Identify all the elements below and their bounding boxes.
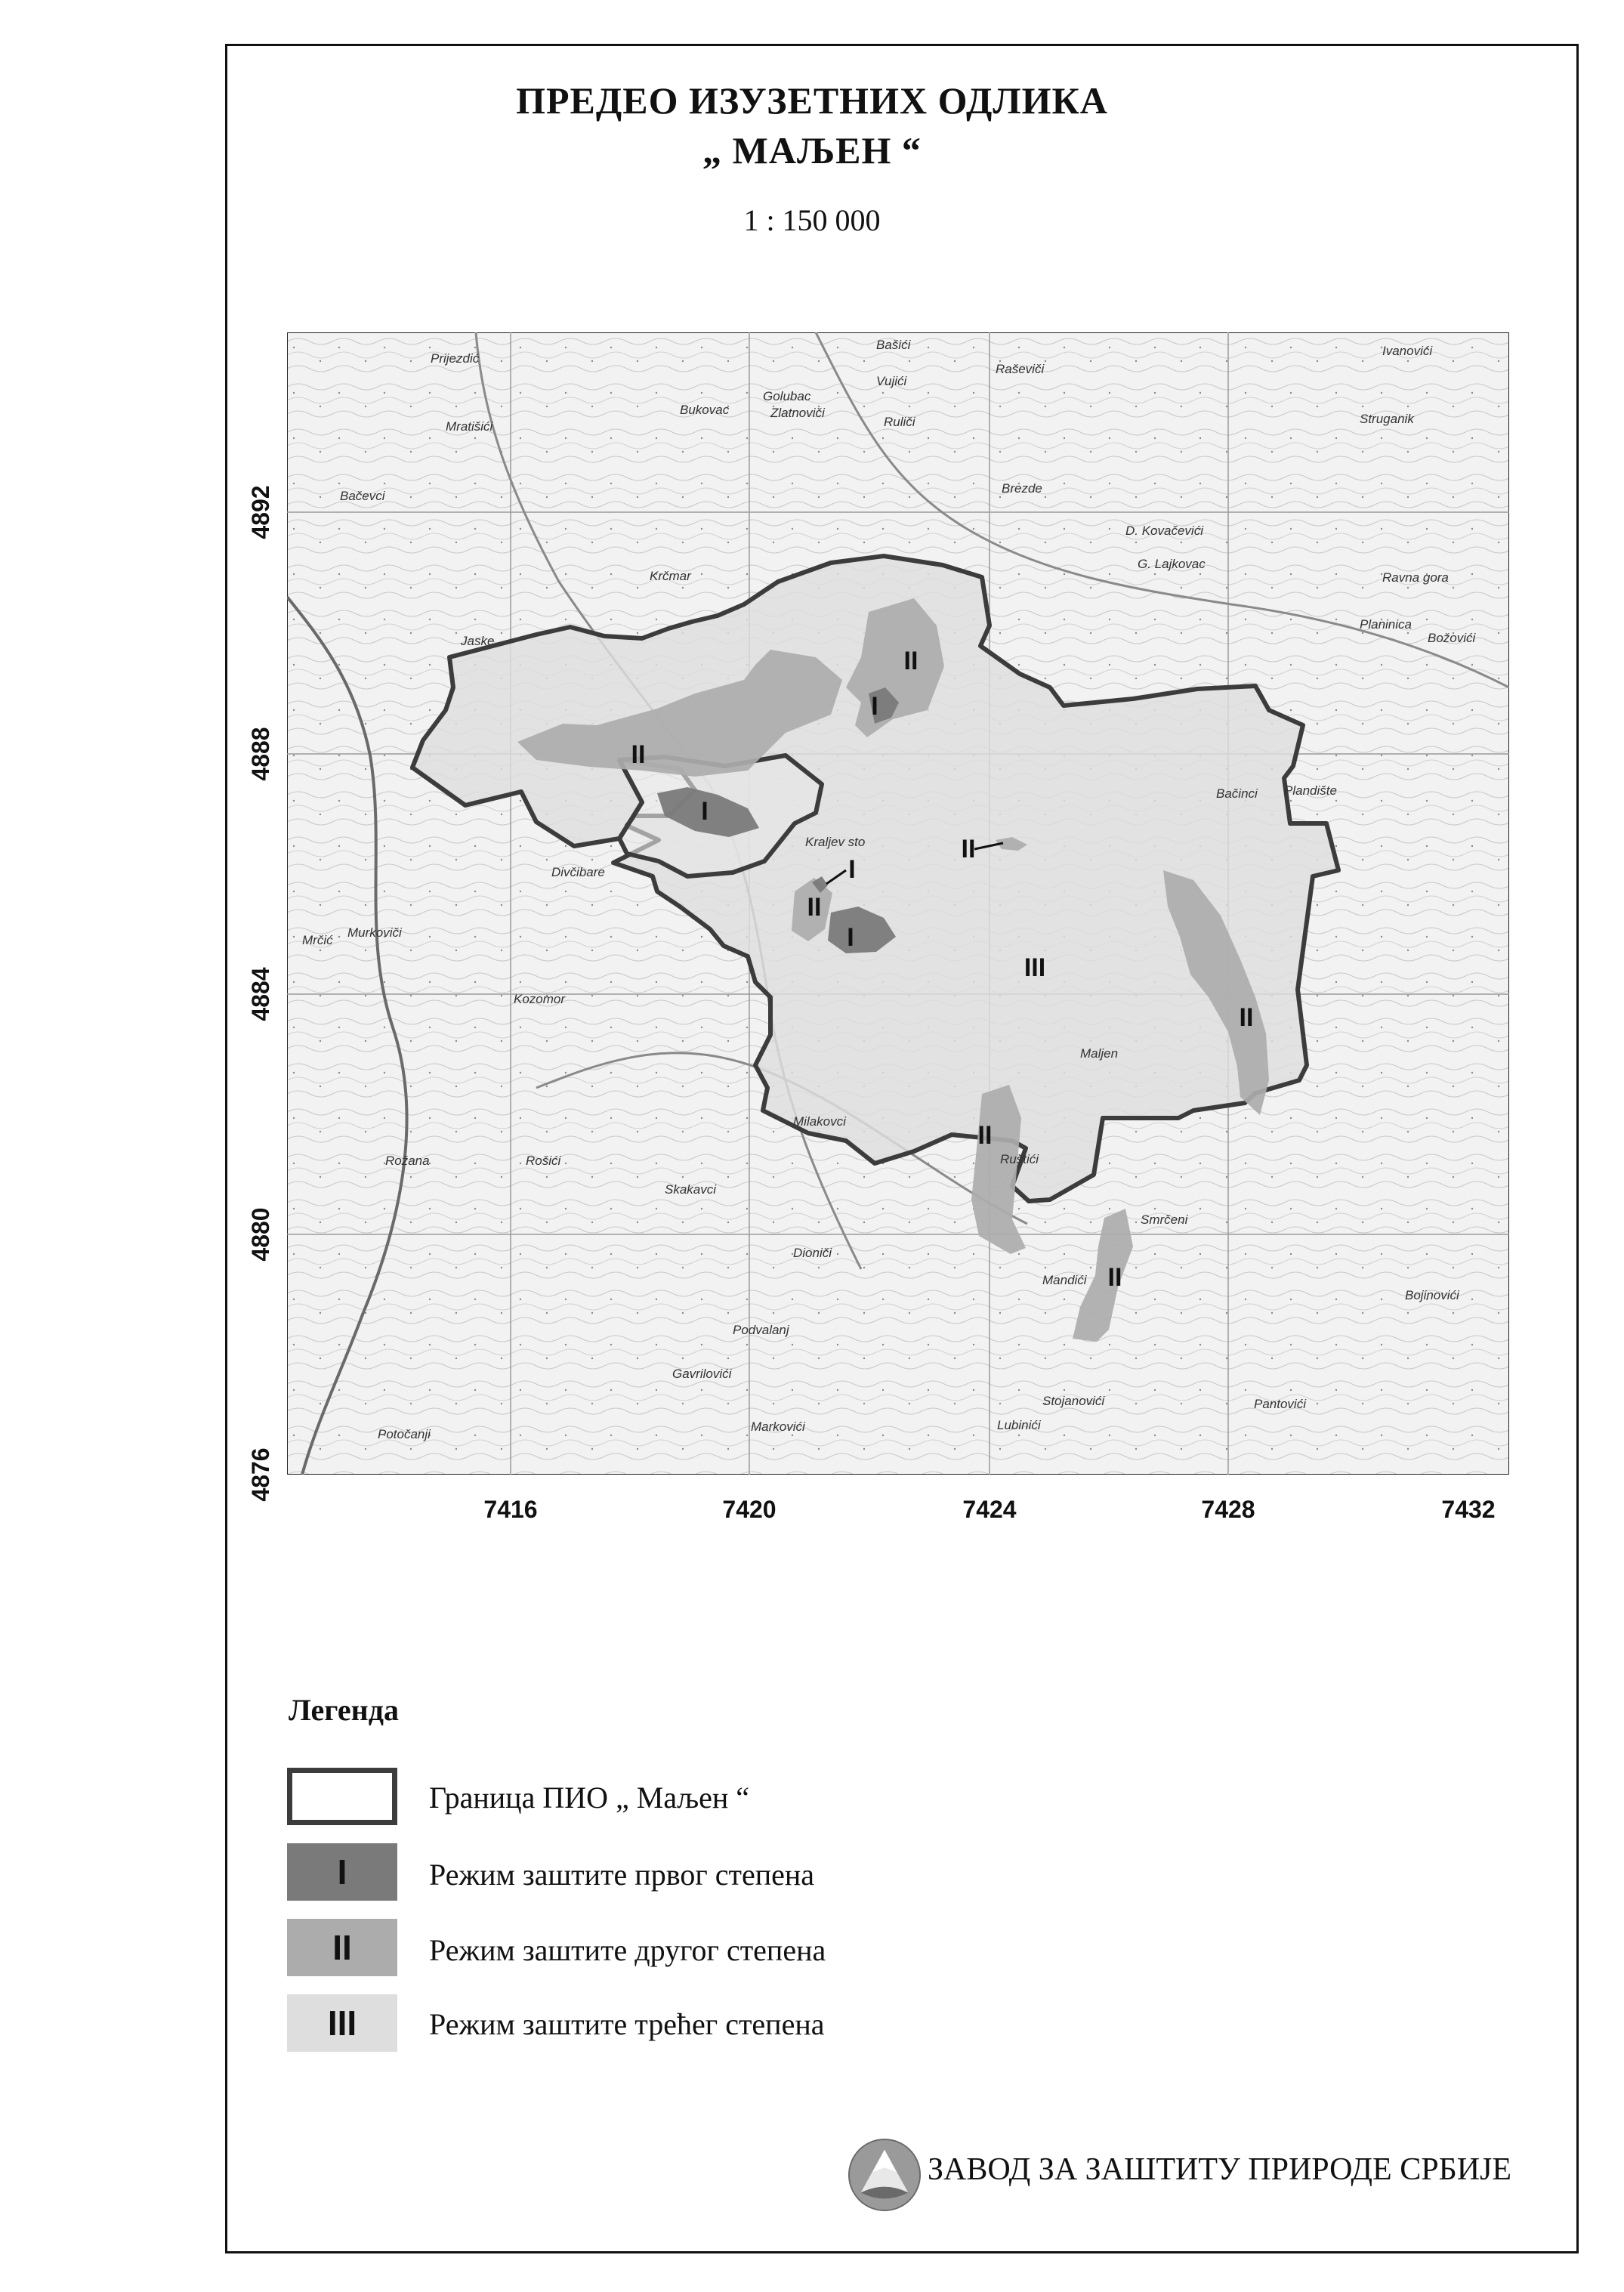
place-label: Rožana bbox=[385, 1154, 430, 1168]
place-label: Divčibare bbox=[551, 865, 605, 879]
place-label: Mrčić bbox=[302, 933, 333, 947]
x-tick-label: 7420 bbox=[722, 1496, 776, 1523]
place-label: D. Kovačevići bbox=[1125, 524, 1203, 538]
place-label: Dioniči bbox=[793, 1246, 832, 1260]
x-tick-label: 7432 bbox=[1441, 1496, 1496, 1523]
place-label: Ravna gora bbox=[1382, 570, 1449, 585]
map-title-line1: ПРЕДЕО ИЗУЗЕТНИХ ОДЛИКА bbox=[516, 79, 1108, 122]
place-label: Ruliči bbox=[884, 415, 915, 429]
place-label: Zlatnoviči bbox=[770, 406, 825, 420]
place-label: Mratišići bbox=[446, 419, 493, 434]
zone-label: I bbox=[848, 855, 856, 884]
y-tick-label: 4892 bbox=[247, 485, 274, 539]
legend-title: Легенда bbox=[289, 1693, 399, 1727]
place-label: Bačinci bbox=[1216, 786, 1258, 801]
place-label: Ivanovići bbox=[1382, 344, 1433, 358]
place-label: Skakavci bbox=[665, 1182, 717, 1197]
place-label: Mandići bbox=[1042, 1273, 1087, 1287]
place-label: Smrčeni bbox=[1141, 1212, 1188, 1227]
place-label: Raševiči bbox=[996, 362, 1045, 376]
y-tick-label: 4888 bbox=[247, 727, 274, 781]
legend-symbol: III bbox=[327, 2003, 357, 2043]
place-label: Bačevci bbox=[340, 489, 385, 503]
place-label: Kozomor bbox=[514, 992, 566, 1006]
place-label: Kraljev sto bbox=[805, 835, 866, 849]
place-label: Ruštići bbox=[1000, 1152, 1039, 1166]
place-label: Vujići bbox=[876, 374, 907, 388]
place-label: Stojanovići bbox=[1042, 1394, 1105, 1408]
y-tick-label: 4880 bbox=[247, 1207, 274, 1262]
place-label: Maljen bbox=[1080, 1046, 1119, 1061]
place-label: Jaske bbox=[461, 634, 495, 648]
place-label: Bojinovići bbox=[1405, 1288, 1459, 1302]
place-label: Murkoviči bbox=[347, 925, 402, 940]
place-label: Bašići bbox=[876, 338, 911, 352]
zone-label: II bbox=[1107, 1263, 1122, 1292]
map-scale: 1 : 150 000 bbox=[743, 203, 881, 237]
zone-label: I bbox=[701, 797, 709, 826]
place-label: G. Lajkovac bbox=[1138, 557, 1206, 571]
place-label: Potočanji bbox=[378, 1427, 431, 1441]
map-canvas[interactable] bbox=[287, 332, 1509, 1475]
place-label: Brezde bbox=[1002, 481, 1042, 496]
legend-symbol: I bbox=[337, 1852, 347, 1892]
legend-swatch-boundary bbox=[287, 1768, 397, 1825]
zone-label: II bbox=[977, 1121, 993, 1150]
y-tick-label: 4876 bbox=[247, 1447, 274, 1502]
place-label: Markovići bbox=[751, 1419, 805, 1434]
place-label: Milakovci bbox=[793, 1114, 846, 1129]
zone-label: II bbox=[807, 893, 822, 922]
place-label: Golubac bbox=[763, 389, 811, 403]
x-tick-label: 7416 bbox=[483, 1496, 538, 1523]
zone-label: II bbox=[631, 740, 646, 769]
map-title-line2: „ МАЉЕН “ bbox=[702, 129, 922, 171]
place-label: Gavrilovići bbox=[672, 1367, 732, 1381]
legend-label: Граница ПИО „ Маљен “ bbox=[429, 1781, 750, 1815]
zone-label: III bbox=[1023, 953, 1046, 982]
x-tick-label: 7424 bbox=[962, 1496, 1017, 1523]
legend-swatch-zone-II bbox=[287, 1919, 397, 1976]
zone-label: I bbox=[871, 692, 878, 721]
zone-label: II bbox=[1239, 1003, 1254, 1032]
place-label: Bukovac bbox=[680, 403, 730, 417]
zone-label: II bbox=[903, 647, 919, 675]
zone-label: I bbox=[847, 923, 854, 952]
x-tick-label: 7428 bbox=[1201, 1496, 1255, 1523]
legend-swatch-zone-I bbox=[287, 1843, 397, 1901]
legend-label: Режим заштите другог степена bbox=[429, 1933, 826, 1967]
legend-swatch-zone-III bbox=[287, 1994, 397, 2052]
place-label: Krčmar bbox=[650, 569, 691, 583]
place-label: Plandište bbox=[1284, 783, 1337, 798]
place-label: Božovići bbox=[1428, 631, 1476, 645]
place-label: Lubinići bbox=[997, 1418, 1041, 1432]
place-label: Prijezdić bbox=[431, 351, 480, 366]
place-label: Struganik bbox=[1360, 412, 1414, 426]
place-label: Pantovići bbox=[1254, 1397, 1306, 1411]
y-tick-label: 4884 bbox=[247, 967, 274, 1021]
zone-label: II bbox=[961, 835, 976, 863]
legend-label: Режим заштите првог степена bbox=[429, 1858, 815, 1892]
place-label: Rošići bbox=[526, 1154, 561, 1168]
institute-logo bbox=[848, 2138, 922, 2212]
institute-name: ЗАВОД ЗА ЗАШТИТУ ПРИРОДЕ СРБИЈЕ bbox=[928, 2152, 1512, 2187]
legend-symbol: II bbox=[332, 1928, 352, 1967]
place-label: Podvalanj bbox=[733, 1323, 789, 1337]
legend-label: Режим заштите трећег степена bbox=[429, 2007, 825, 2041]
place-label: Planinica bbox=[1360, 617, 1412, 632]
